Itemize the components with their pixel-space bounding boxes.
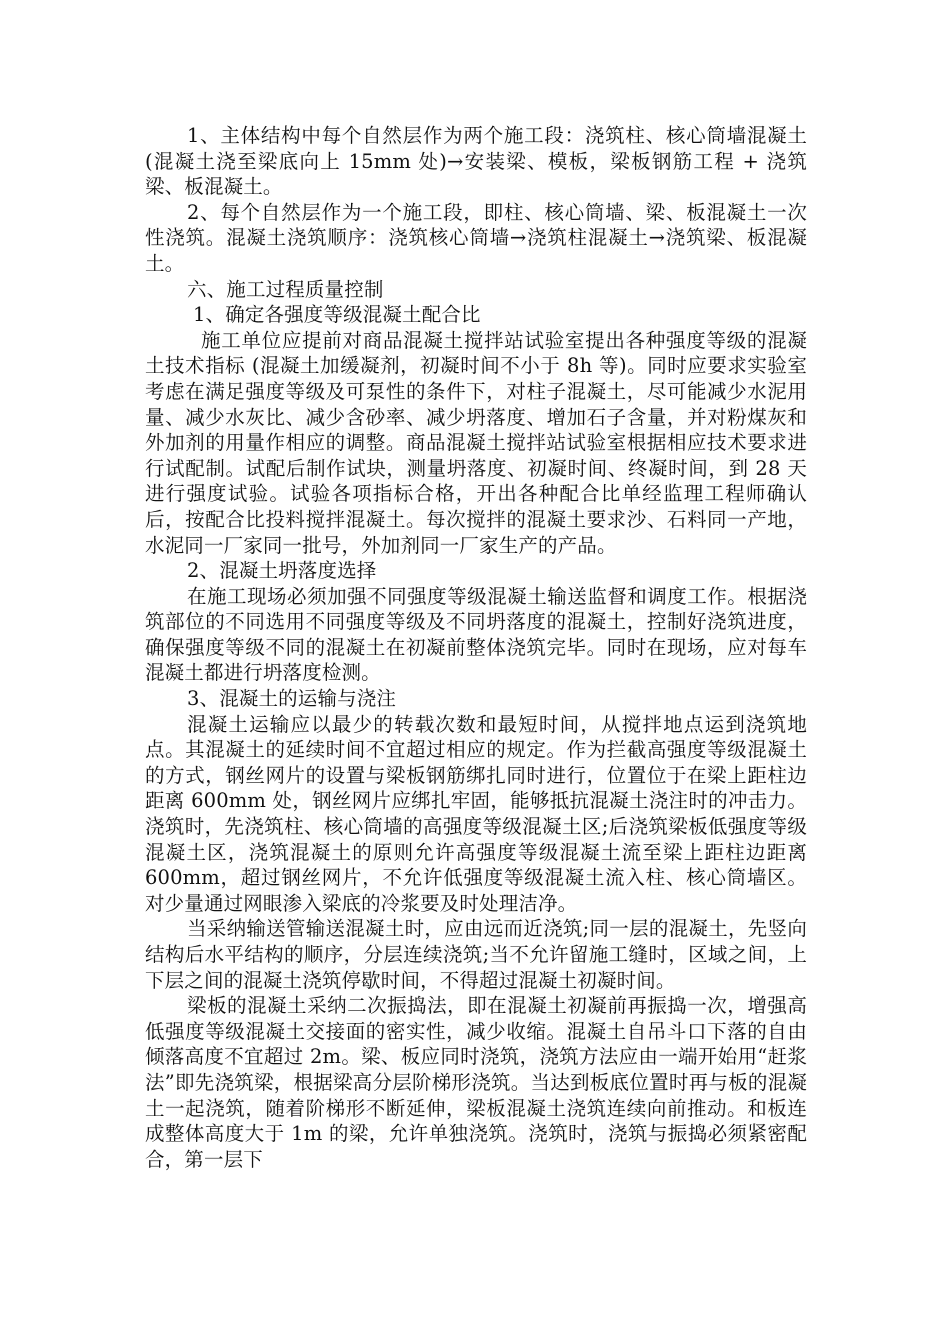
paragraph-slump-selection: 在施工现场必须加强不同强度等级混凝土输送监督和调度工作。根据浇筑部位的不同选用不同强度等级及不同坍落度的混凝土，控制好浇筑进度，确保强度等级不同的混凝土在初凝前整体浇筑完毕。同时在现场，应对每车混凝土都进行坍落度检测。 <box>145 584 807 685</box>
paragraph-transport: 混凝土运输应以最少的转载次数和最短时间，从搅拌地点运到浇筑地点。其混凝土的延续时间不宜超过相应的规定。作为拦截高强度等级混凝土的方式，钢丝网片的设置与梁板钢筋绑扎同时进行，位置位于在梁上距柱边距离 600mm 处，钢丝网片应绑扎牢固，能够抵抗混凝土浇注时的冲击力。浇筑时，先浇筑柱、核心筒墙的高强度等级混凝土区;后浇筑梁板低强度等级混凝土区，浇筑混凝土的原则允许高强度等级混凝土流至梁上距柱边距离 600mm，超过钢丝网片，不允许低强度等级混凝土流入柱、核心筒墙区。对少量通过网眼渗入梁底的冷浆要及时处理洁净。 <box>145 712 807 915</box>
subheading-mix-ratio: 1、确定各强度等级混凝土配合比 <box>193 303 481 327</box>
section-heading-quality-control: 六、施工过程质量控制 <box>187 277 384 301</box>
subheading-slump-selection: 2、混凝土坍落度选择 <box>187 559 377 583</box>
paragraph-secondary-vibration: 梁板的混凝土采纳二次振捣法，即在混凝土初凝前再振捣一次，增强高低强度等级混凝土交接面的密实性，减少收缩。混凝土自吊斗口下落的自由倾落高度不宜超过 2m。梁、板应同时浇筑，浇筑方法应由一端开始用“赶浆法”即先浇筑梁，根据梁高分层阶梯形浇筑。当达到板底位置时再与板的混凝土一起浇筑，随着阶梯形不断延伸，梁板混凝土浇筑连续向前推动。和板连成整体高度大于 1m 的梁，允许单独浇筑。浇筑时，浇筑与振捣必须紧密配合，第一层下 <box>145 994 807 1171</box>
paragraph-construction-stage-1: 1、主体结构中每个自然层作为两个施工段：浇筑柱、核心筒墙混凝土(混凝土浇至梁底向上 15mm 处)→安装梁、模板，梁板钢筋工程 + 浇筑梁、板混凝土。 <box>145 124 807 199</box>
subheading-transport-pouring: 3、混凝土的运输与浇注 <box>187 687 397 711</box>
paragraph-pipeline-pouring: 当采纳输送管输送混凝土时，应由远而近浇筑;同一层的混凝土，先竖向结构后水平结构的顺序，分层连续浇筑;当不允许留施工缝时，区域之间，上下层之间的混凝土浇筑停歇时间，不得超过混凝土初凝时间。 <box>145 917 807 992</box>
paragraph-construction-stage-2: 2、每个自然层作为一个施工段，即柱、核心筒墙、梁、板混凝土一次性浇筑。混凝土浇筑顺序：浇筑核心筒墙→浇筑柱混凝土→浇筑梁、板混凝土。 <box>145 200 807 275</box>
document-page <box>145 123 807 1172</box>
paragraph-mix-ratio: 施工单位应提前对商品混凝土搅拌站试验室提出各种强度等级的混凝土技术指标 (混凝土加缓凝剂，初凝时间不小于 8h 等)。同时应要求实验室考虑在满足强度等级及可泵性的条件下，对柱子混凝土，尽可能减少水泥用量、减少水灰比、减少含砂率、减少坍落度、增加石子含量，并对粉煤灰和外加剂的用量作相应的调整。商品混凝土搅拌站试验室根据相应技术要求进行试配制。试配后制作试块，测量坍落度、初凝时间、终凝时间，到 28 天进行强度试验。试验各项指标合格，开出各种配合比单经监理工程师确认后，按配合比投料搅拌混凝土。每次搅拌的混凝土要求沙、石料同一产地，水泥同一厂家同一批号，外加剂同一厂家生产的产品。 <box>145 328 807 557</box>
